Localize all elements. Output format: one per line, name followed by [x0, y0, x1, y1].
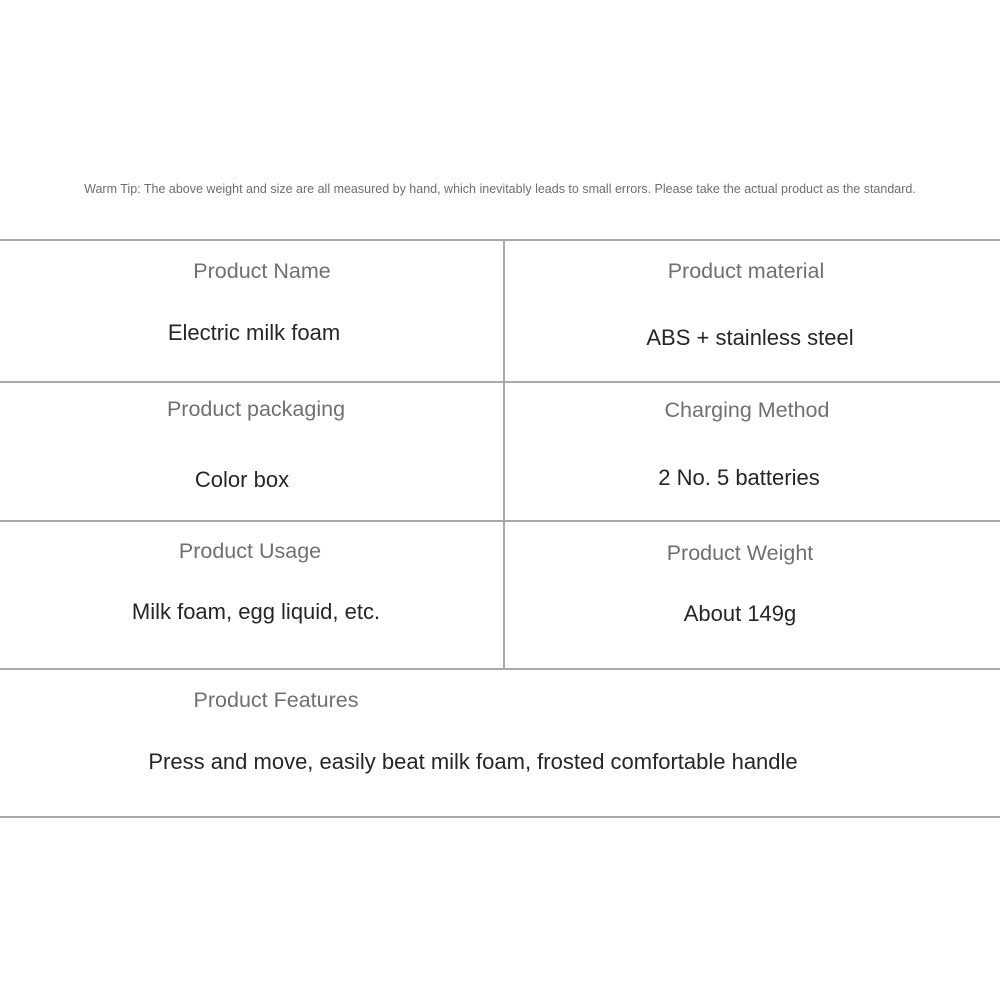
- spec-label: Product material: [667, 259, 825, 283]
- warm-tip: Warm Tip: The above weight and size are all measured by hand, which inevitably leads to small errors. Please take the actual product as the standard.: [84, 182, 916, 196]
- spec-value: Press and move, easily beat milk foam, frosted comfortable handle: [148, 749, 798, 774]
- table-bottom-border: [0, 816, 1000, 818]
- spec-value: Color box: [194, 467, 290, 492]
- row-divider: [0, 668, 1000, 670]
- spec-label: Product Weight: [666, 541, 814, 565]
- row-divider: [0, 520, 1000, 522]
- spec-value: Electric milk foam: [167, 320, 341, 345]
- row-divider: [0, 381, 1000, 383]
- spec-value: ABS + stainless steel: [646, 325, 854, 350]
- table-top-border: [0, 239, 1000, 241]
- spec-label: Product Features: [193, 688, 359, 712]
- spec-label: Product Name: [193, 259, 331, 283]
- spec-value: Milk foam, egg liquid, etc.: [131, 599, 381, 624]
- spec-label: Charging Method: [664, 398, 830, 422]
- spec-label: Product Usage: [178, 539, 322, 563]
- spec-value: 2 No. 5 batteries: [658, 465, 820, 490]
- spec-label: Product packaging: [166, 397, 346, 421]
- column-divider: [503, 240, 505, 669]
- spec-value: About 149g: [683, 601, 797, 626]
